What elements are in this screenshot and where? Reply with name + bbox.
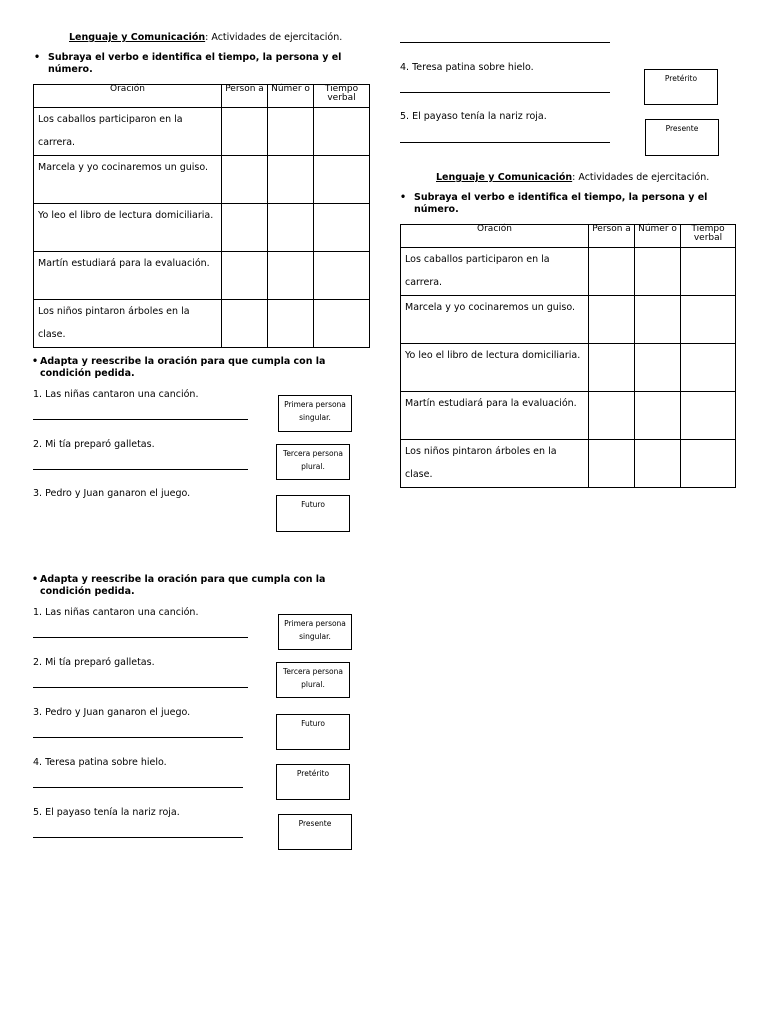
sentence-cell: Los caballos participaron en la carrera. [401, 248, 589, 296]
persona-cell[interactable] [222, 300, 268, 348]
col-header-tiempo: Tiempo verbal [681, 225, 736, 248]
persona-cell[interactable] [589, 248, 635, 296]
sentence-cell: Marcela y yo cocinaremos un guiso. [401, 296, 589, 344]
sentence-cell: Yo leo el libro de lectura domiciliaria. [34, 204, 222, 252]
sentence-cell: Marcela y yo cocinaremos un guiso. [34, 156, 222, 204]
answer-line-3b[interactable] [33, 737, 243, 738]
table-row [34, 156, 370, 204]
answer-line-1[interactable] [33, 419, 248, 420]
answer-line-2b[interactable] [33, 687, 248, 688]
table-row [401, 296, 736, 344]
numero-cell[interactable] [635, 344, 681, 392]
numero-cell[interactable] [268, 204, 314, 252]
sentence-cell: Yo leo el libro de lectura domiciliaria. [401, 344, 589, 392]
table-row [401, 392, 736, 440]
condition-box-3b: Futuro [276, 714, 350, 750]
persona-cell[interactable] [222, 108, 268, 156]
table-row [34, 252, 370, 300]
col-header-persona: Person a [589, 225, 635, 248]
instruction-adapt-2: • Adapta y reescribe la oración para que cumpla con la condición pedida. [32, 574, 326, 597]
numero-cell[interactable] [635, 248, 681, 296]
sentence-cell: Los caballos participaron en la carrera. [34, 108, 222, 156]
answer-line-2[interactable] [33, 469, 248, 470]
answer-line-4b[interactable] [33, 787, 243, 788]
numero-cell[interactable] [635, 296, 681, 344]
table-row [34, 108, 370, 156]
sentence-cell: Los niños pintaron árboles en la clase. [401, 440, 589, 488]
tiempo-cell[interactable] [314, 300, 370, 348]
exercise-sentence-4: 4. Teresa patina sobre hielo. [400, 62, 534, 73]
condition-box-4b: Pretérito [276, 764, 350, 800]
instruction-adapt-1: • Adapta y reescribe la oración para que cumpla con la condición pedida. [32, 356, 326, 379]
table-row [401, 344, 736, 392]
condition-box-1b: Primera persona singular. [278, 614, 352, 650]
exercise-sentence-3b: 3. Pedro y Juan ganaron el juego. [33, 707, 191, 718]
persona-cell[interactable] [222, 252, 268, 300]
col-header-numero: Númer o [268, 85, 314, 108]
condition-box-3: Futuro [276, 495, 350, 532]
persona-cell[interactable] [589, 296, 635, 344]
col-header-persona: Person a [222, 85, 268, 108]
tiempo-cell[interactable] [314, 156, 370, 204]
table-row [34, 300, 370, 348]
exercise-sentence-2b: 2. Mi tía preparó galletas. [33, 657, 155, 668]
exercise-sentence-2: 2. Mi tía preparó galletas. [33, 439, 155, 450]
table-row [401, 440, 736, 488]
persona-cell[interactable] [589, 440, 635, 488]
condition-box-2: Tercera persona plural. [276, 444, 350, 480]
col-header-tiempo: Tiempo verbal [314, 85, 370, 108]
sentence-cell: Los niños pintaron árboles en la clase. [34, 300, 222, 348]
exercise-sentence-1b: 1. Las niñas cantaron una canción. [33, 607, 199, 618]
exercise-sentence-5: 5. El payaso tenía la nariz roja. [400, 111, 547, 122]
worksheet-title-left: Lenguaje y Comunicación: Actividades de ejercitación. [69, 32, 343, 43]
tiempo-cell[interactable] [314, 252, 370, 300]
table-row [34, 204, 370, 252]
answer-line-3-cont[interactable] [400, 42, 610, 43]
tiempo-cell[interactable] [314, 108, 370, 156]
answer-line-1b[interactable] [33, 637, 248, 638]
numero-cell[interactable] [268, 108, 314, 156]
condition-box-5: Presente [645, 119, 719, 156]
condition-box-4: Pretérito [644, 69, 718, 105]
answer-line-5[interactable] [400, 142, 610, 143]
instruction-underline-verb-left: • Subraya el verbo e identifica el tiempo, la persona y el número. [34, 52, 342, 75]
sentence-cell: Martín estudiará para la evaluación. [401, 392, 589, 440]
tiempo-cell[interactable] [681, 296, 736, 344]
col-header-oracion: Oración [401, 225, 589, 248]
numero-cell[interactable] [268, 300, 314, 348]
condition-box-2b: Tercera persona plural. [276, 662, 350, 698]
instruction-underline-verb-right: • Subraya el verbo e identifica el tiempo, la persona y el número. [400, 192, 708, 215]
persona-cell[interactable] [589, 392, 635, 440]
numero-cell[interactable] [635, 392, 681, 440]
tiempo-cell[interactable] [681, 440, 736, 488]
answer-line-4[interactable] [400, 92, 610, 93]
tiempo-cell[interactable] [681, 344, 736, 392]
persona-cell[interactable] [589, 344, 635, 392]
answer-line-5b[interactable] [33, 837, 243, 838]
condition-box-1: Primera persona singular. [278, 395, 352, 432]
tiempo-cell[interactable] [314, 204, 370, 252]
persona-cell[interactable] [222, 204, 268, 252]
col-header-numero: Númer o [635, 225, 681, 248]
tiempo-cell[interactable] [681, 392, 736, 440]
condition-box-5b: Presente [278, 814, 352, 850]
verb-table-left [33, 84, 370, 348]
verb-table-right [400, 224, 736, 488]
persona-cell[interactable] [222, 156, 268, 204]
col-header-oracion: Oración [34, 85, 222, 108]
numero-cell[interactable] [268, 252, 314, 300]
worksheet-title-right: Lenguaje y Comunicación: Actividades de ejercitación. [436, 172, 710, 183]
numero-cell[interactable] [268, 156, 314, 204]
numero-cell[interactable] [635, 440, 681, 488]
tiempo-cell[interactable] [681, 248, 736, 296]
exercise-sentence-1: 1. Las niñas cantaron una canción. [33, 389, 199, 400]
exercise-sentence-5b: 5. El payaso tenía la nariz roja. [33, 807, 180, 818]
exercise-sentence-4b: 4. Teresa patina sobre hielo. [33, 757, 167, 768]
exercise-sentence-3: 3. Pedro y Juan ganaron el juego. [33, 488, 191, 499]
sentence-cell: Martín estudiará para la evaluación. [34, 252, 222, 300]
table-row [401, 248, 736, 296]
